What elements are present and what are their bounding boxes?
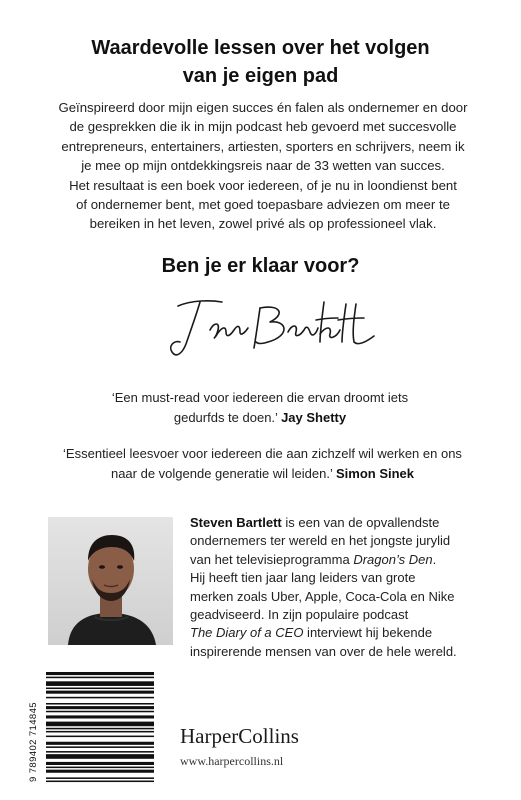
barcode-bar bbox=[46, 736, 154, 738]
intro-line: bereiken in het leven, zowel privé als op professioneel vlak. bbox=[89, 216, 437, 232]
intro-line: je mee op mijn ontdekkingsreis naar de 33 wetten van succes. bbox=[81, 158, 445, 174]
author-photo bbox=[48, 517, 173, 645]
bio-text: . bbox=[432, 551, 437, 567]
author-portrait-icon bbox=[48, 517, 173, 645]
barcode-bar bbox=[46, 681, 154, 686]
barcode-bar bbox=[46, 770, 154, 773]
handwritten-signature-icon bbox=[160, 292, 390, 366]
barcode-bar bbox=[46, 751, 154, 753]
quote-text: naar de volgende generatie wil leiden.’ bbox=[110, 466, 333, 481]
quote-simon-sinek bbox=[40, 444, 485, 484]
quote-jay-shetty bbox=[60, 388, 460, 428]
bio-line: geadviseerd. In zijn populaire podcast bbox=[190, 607, 409, 623]
bio-line: ondernemers ter wereld en het jongste jurylid bbox=[190, 533, 451, 549]
quote-text: gedurfds te doen.’ bbox=[173, 410, 278, 425]
headline-line-2: van je eigen pad bbox=[182, 65, 339, 87]
bio-line bbox=[190, 551, 490, 569]
barcode-bar bbox=[46, 781, 154, 783]
barcode-bar bbox=[46, 715, 154, 718]
barcode-bar bbox=[46, 742, 154, 745]
intro-line: Geïnspireerd door mijn eigen succes én falen als ondernemer en door bbox=[58, 100, 468, 115]
barcode-bar bbox=[46, 672, 154, 675]
barcode-bar bbox=[46, 722, 154, 727]
publisher-url: www.harpercollins.nl bbox=[180, 754, 284, 768]
intro-line: Het resultaat is een boek voor iedereen, of je nu in loondienst bent bbox=[69, 177, 457, 193]
barcode-bar bbox=[46, 697, 154, 699]
barcode-bar bbox=[46, 777, 154, 779]
barcode-bar bbox=[46, 706, 154, 709]
barcode-bar bbox=[46, 762, 154, 765]
quote-author: Simon Sinek bbox=[336, 466, 415, 481]
bio-line: merken zoals Uber, Apple, Coca-Cola en Nike bbox=[190, 588, 455, 604]
bio-text: is een van de opvallendste bbox=[281, 515, 440, 530]
barcode-bar bbox=[46, 688, 154, 690]
quote-text-line bbox=[40, 464, 485, 484]
barcode-bar bbox=[46, 767, 154, 769]
bio-line bbox=[190, 624, 490, 642]
quote-text-line bbox=[60, 408, 460, 428]
intro-text bbox=[38, 98, 488, 234]
headline-line-1: Waardevolle lessen over het volgen bbox=[91, 37, 430, 59]
barcode-digits: 9 789402 714845 bbox=[28, 702, 39, 782]
tv-show-title: Dragon’s Den bbox=[353, 551, 433, 567]
bio-text: van het televisieprogramma bbox=[190, 551, 354, 567]
barcode-bar bbox=[46, 731, 154, 733]
barcode-bar bbox=[46, 677, 154, 679]
barcode-icon bbox=[36, 668, 162, 786]
barcode-bar bbox=[46, 691, 154, 694]
barcode-bar bbox=[46, 754, 154, 759]
bio-text: interviewt hij bekende bbox=[303, 625, 433, 641]
barcode-bar bbox=[46, 703, 154, 705]
podcast-title: The Diary of a CEO bbox=[190, 625, 304, 641]
intro-line: de gesprekken die ik in mijn podcast heb gevoerd met succesvolle bbox=[69, 119, 457, 135]
barcode-bar bbox=[46, 711, 154, 713]
quote-text-line: ‘Een must-read voor iedereen die ervan droomt iets bbox=[111, 390, 409, 405]
question-heading: Ben je er klaar voor? bbox=[161, 255, 360, 277]
author-bio bbox=[190, 514, 490, 661]
headline bbox=[40, 34, 481, 90]
bio-line bbox=[190, 514, 490, 532]
quote-author: Jay Shetty bbox=[281, 410, 347, 425]
publisher-logo: HarperCollins bbox=[180, 724, 299, 748]
barcode-bar bbox=[46, 746, 154, 748]
quote-text-line: ‘Essentieel leesvoer voor iedereen die aan zichzelf wil werken en ons bbox=[63, 446, 462, 461]
barcode-bar bbox=[46, 728, 154, 730]
intro-line: of ondernemer bent, met goed toepasbare adviezen om meer te bbox=[76, 197, 450, 213]
author-name: Steven Bartlett bbox=[190, 515, 282, 530]
bio-line: Hij heeft tien jaar lang leiders van grote bbox=[190, 570, 416, 586]
intro-line: entrepreneurs, entertainers, artiesten, sporters en schrijvers, neem ik bbox=[61, 138, 465, 154]
bio-line: inspirerende mensen van over de hele wereld. bbox=[190, 643, 457, 659]
